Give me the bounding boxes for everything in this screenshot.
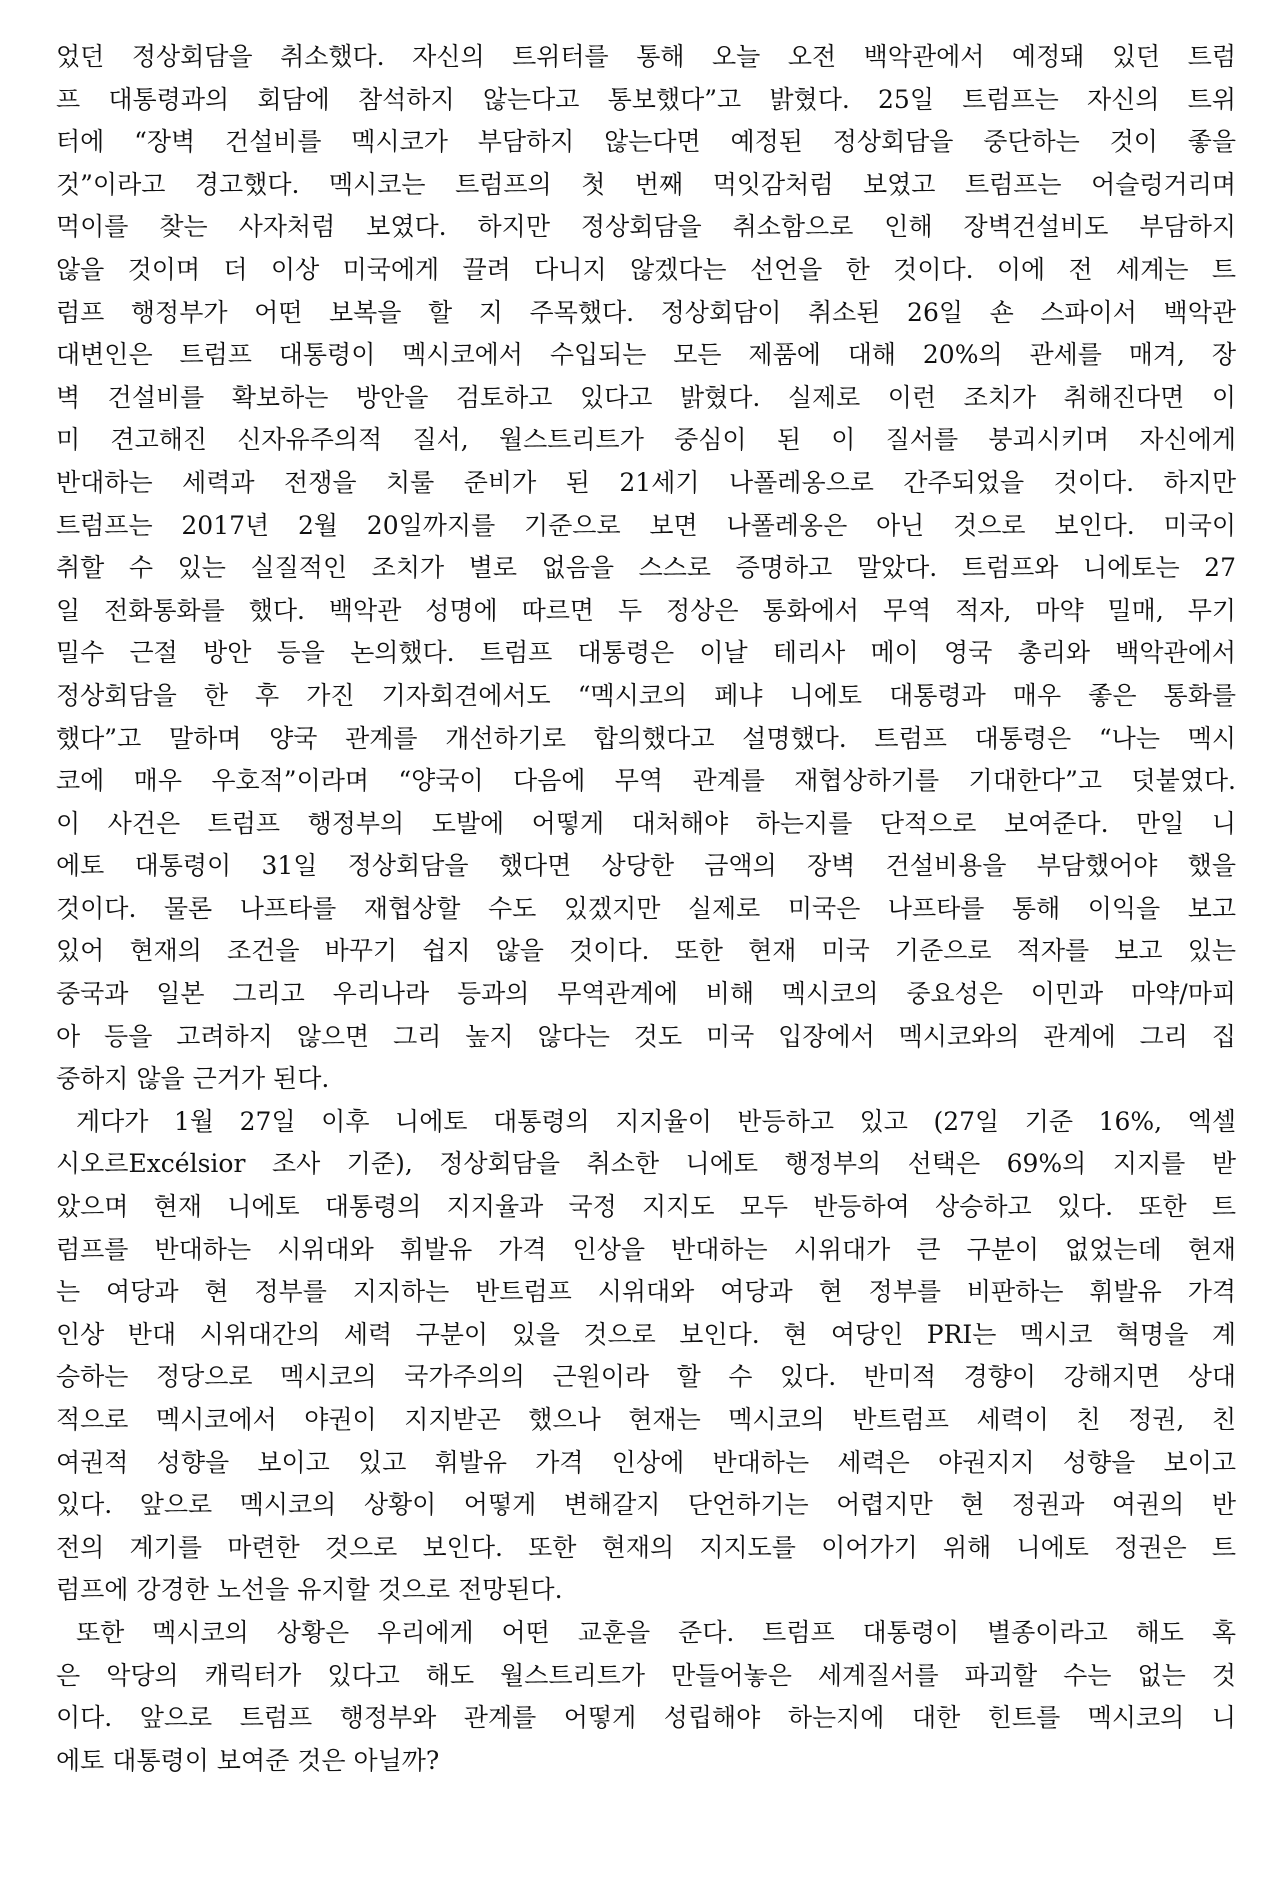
text-line: 있어 현재의 조건을 바꾸기 쉽지 않을 것이다. 또한 현재 미국 기준으로 적자를 보고 있는 — [56, 936, 1236, 966]
document-page — [56, 36, 1236, 1782]
text-line: 반대하는 세력과 전쟁을 치룰 준비가 된 21세기 나폴레옹으로 간주되었을 것이다. 하지만 — [56, 467, 1236, 497]
text-line: 시오르Excélsior 조사 기준), 정상회담을 취소한 니에토 행정부의 선택은 69%의 지지를 받 — [56, 1149, 1236, 1179]
text-line: 게다가 1월 27일 이후 니에토 대통령의 지지율이 반등하고 있고 (27일 기준 16%, 엑셀 — [76, 1106, 1236, 1136]
paragraph-3 — [56, 1612, 1236, 1782]
text-line: 은 악당의 캐릭터가 있다고 해도 월스트리트가 만들어놓은 세계질서를 파괴할 수는 없는 것 — [56, 1660, 1236, 1690]
text-line: 었던 정상회담을 취소했다. 자신의 트위터를 통해 오늘 오전 백악관에서 예정돼 있던 트럼 — [56, 42, 1236, 71]
text-line: 에토 대통령이 31일 정상회담을 했다면 상당한 금액의 장벽 건설비용을 부담했어야 했을 — [56, 851, 1236, 881]
text-line: 적으로 멕시코에서 야권이 지지받곤 했으나 현재는 멕시코의 반트럼프 세력이 친 정권, 친 — [56, 1405, 1236, 1434]
text-line: 프 대통령과의 회담에 참석하지 않는다고 통보했다”고 밝혔다. 25일 트럼프는 자신의 트위 — [56, 84, 1236, 114]
text-line: 먹이를 찾는 사자처럼 보였다. 하지만 정상회담을 취소함으로 인해 장벽건설비도 부담하지 — [56, 212, 1236, 242]
text-line: 것”이라고 경고했다. 멕시코는 트럼프의 첫 번째 먹잇감처럼 보였고 트럼프는 어슬렁거리며 — [56, 169, 1236, 199]
text-line: 정상회담을 한 후 가진 기자회견에서도 “멕시코의 페냐 니에토 대통령과 매우 좋은 통화를 — [56, 680, 1236, 710]
text-line: 밀수 근절 방안 등을 논의했다. 트럼프 대통령은 이날 테리사 메이 영국 총리와 백악관에서 — [56, 638, 1236, 668]
text-line: 럼프를 반대하는 시위대와 휘발유 가격 인상을 반대하는 시위대가 큰 구분이 없었는데 현재 — [56, 1234, 1236, 1264]
text-line: 승하는 정당으로 멕시코의 국가주의의 근원이라 할 수 있다. 반미적 경향이 강해지면 상대 — [56, 1362, 1236, 1392]
text-line: 있다. 앞으로 멕시코의 상황이 어떻게 변해갈지 단언하기는 어렵지만 현 정권과 여권의 반 — [56, 1490, 1236, 1520]
text-line: 럼프에 강경한 노선을 유지할 것으로 전망된다. — [56, 1575, 563, 1605]
text-line: 했다”고 말하며 양국 관계를 개선하기로 합의했다고 설명했다. 트럼프 대통령은 “나는 멕시 — [56, 723, 1236, 753]
text-line: 않을 것이며 더 이상 미국에게 끌려 다니지 않겠다는 선언을 한 것이다. 이에 전 세계는 트 — [56, 254, 1236, 284]
text-line: 이다. 앞으로 트럼프 행정부와 관계를 어떻게 성립해야 하는지에 대한 힌트를 멕시코의 니 — [56, 1703, 1236, 1733]
text-line: 코에 매우 우호적”이라며 “양국이 다음에 무역 관계를 재협상하기를 기대한다”고 덧붙였다. — [56, 766, 1236, 796]
paragraph-2 — [56, 1101, 1236, 1612]
text-line: 일 전화통화를 했다. 백악관 성명에 따르면 두 정상은 통화에서 무역 적자, 마약 밀매, 무기 — [56, 595, 1236, 625]
text-line: 중하지 않을 근거가 된다. — [56, 1064, 330, 1094]
text-line: 취할 수 있는 실질적인 조치가 별로 없음을 스스로 증명하고 말았다. 트럼프와 니에토는 27 — [56, 553, 1236, 583]
text-line: 또한 멕시코의 상황은 우리에게 어떤 교훈을 준다. 트럼프 대통령이 별종이라고 해도 혹 — [76, 1617, 1236, 1647]
text-line: 럼프 행정부가 어떤 보복을 할 지 주목했다. 정상회담이 취소된 26일 숀 스파이서 백악관 — [56, 297, 1236, 327]
text-line: 중국과 일본 그리고 우리나라 등과의 무역관계에 비해 멕시코의 중요성은 이민과 마약/마피 — [56, 979, 1236, 1009]
text-line: 인상 반대 시위대간의 세력 구분이 있을 것으로 보인다. 현 여당인 PRI는 멕시코 혁명을 계 — [56, 1319, 1236, 1349]
paragraph-1 — [56, 36, 1236, 1101]
text-line: 아 등을 고려하지 않으면 그리 높지 않다는 것도 미국 입장에서 멕시코와의 관계에 그리 집 — [56, 1021, 1236, 1051]
text-line: 전의 계기를 마련한 것으로 보인다. 또한 현재의 지지도를 이어가기 위해 니에토 정권은 트 — [56, 1532, 1236, 1562]
text-line: 벽 건설비를 확보하는 방안을 검토하고 있다고 밝혔다. 실제로 이런 조치가 취해진다면 이 — [56, 382, 1236, 412]
text-line: 미 견고해진 신자유주의적 질서, 월스트리트가 중심이 된 이 질서를 붕괴시키며 자신에게 — [56, 425, 1236, 455]
text-line: 여권적 성향을 보이고 있고 휘발유 가격 인상에 반대하는 세력은 야권지지 성향을 보이고 — [56, 1447, 1236, 1477]
text-line: 터에 “장벽 건설비를 멕시코가 부담하지 않는다면 예정된 정상회담을 중단하는 것이 좋을 — [56, 127, 1236, 157]
text-line: 는 여당과 현 정부를 지지하는 반트럼프 시위대와 여당과 현 정부를 비판하는 휘발유 가격 — [56, 1277, 1236, 1307]
text-line: 대변인은 트럼프 대통령이 멕시코에서 수입되는 모든 제품에 대해 20%의 관세를 매겨, 장 — [56, 340, 1236, 370]
text-line: 트럼프는 2017년 2월 20일까지를 기준으로 보면 나폴레옹은 아닌 것으로 보인다. 미국이 — [56, 510, 1236, 540]
text-line: 것이다. 물론 나프타를 재협상할 수도 있겠지만 실제로 미국은 나프타를 통해 이익을 보고 — [56, 893, 1236, 923]
text-line: 에토 대통령이 보여준 것은 아닐까? — [56, 1745, 440, 1775]
text-line: 았으며 현재 니에토 대통령의 지지율과 국정 지지도 모두 반등하여 상승하고 있다. 또한 트 — [56, 1192, 1236, 1222]
text-line: 이 사건은 트럼프 행정부의 도발에 어떻게 대처해야 하는지를 단적으로 보여준다. 만일 니 — [56, 808, 1236, 838]
